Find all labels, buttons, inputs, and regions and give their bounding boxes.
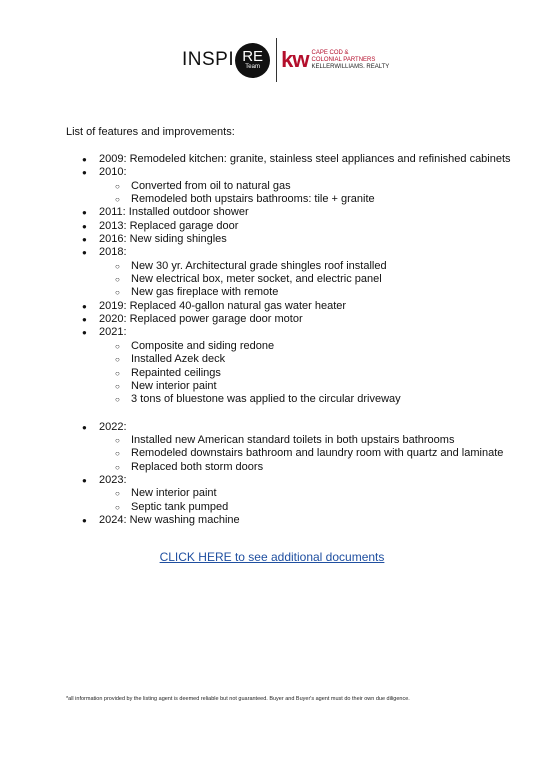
feature-item-text: 2023:: [99, 473, 127, 486]
feature-subitem: ○ New electrical box, meter socket, and electric panel: [66, 273, 511, 286]
feature-item: [66, 233, 511, 246]
additional-documents-link[interactable]: CLICK HERE to see additional documents: [159, 550, 385, 564]
feature-item: [66, 220, 511, 233]
feature-item: [66, 300, 511, 313]
features-list: [66, 153, 511, 527]
kw-line-3a: KELLER: [311, 63, 335, 70]
inspire-logo-badge: [235, 43, 270, 78]
feature-item: [66, 474, 511, 514]
feature-item-text: 2021:: [99, 326, 127, 339]
intro-text: List of features and improvements:: [66, 126, 235, 138]
feature-subitem: ○ New gas fireplace with remote: [66, 286, 511, 299]
feature-item-text: 2018:: [99, 246, 127, 259]
feature-subitem: ○ New 30 yr. Architectural grade shingles roof installed: [66, 260, 511, 273]
feature-item-text: 2010:: [99, 166, 127, 179]
feature-subitem: ○ Remodeled downstairs bathroom and laundry room with quartz and laminate: [66, 447, 511, 460]
feature-item-text: 2009: Remodeled kitchen: granite, stainless steel appliances and refinished cabinets: [99, 153, 511, 165]
feature-item-text: 2011: Installed outdoor shower: [99, 206, 249, 219]
feature-item: [66, 313, 511, 326]
inspire-logo-badge-text: RE: [242, 47, 264, 65]
feature-item-text: 2019: Replaced 40-gallon natural gas water heater: [99, 299, 347, 312]
feature-item: [66, 153, 511, 166]
disclaimer-footer: *all information provided by the listing agent is deemed reliable but not guaranteed. Buyer and Buyer's agent must do their own due diligence.: [66, 696, 410, 702]
feature-item-text: 2020: Replaced power garage door motor: [99, 313, 303, 326]
inspire-logo-team-text: Team: [245, 63, 260, 70]
kw-line-3b: WILLIAMS. REALTY: [334, 63, 390, 70]
list-spacer: [66, 407, 511, 421]
feature-sublist: [99, 340, 511, 407]
feature-item: [66, 166, 511, 206]
feature-subitem: ○ Repainted ceilings: [66, 367, 511, 380]
logo-divider: [276, 38, 277, 82]
kw-line-2: COLONIAL PARTNERS: [311, 56, 376, 63]
feature-item: [66, 206, 511, 219]
header-logos: [182, 38, 389, 82]
feature-sublist: [99, 260, 511, 300]
feature-item: [66, 421, 511, 474]
feature-subitem: ○ 3 tons of bluestone was applied to the circular driveway: [66, 393, 511, 406]
inspire-logo-word: INSPI: [182, 49, 235, 70]
inspire-team-logo: [182, 43, 270, 78]
feature-sublist: [99, 434, 511, 474]
feature-item: [66, 326, 511, 406]
kw-line-1: CAPE COD &: [311, 49, 349, 56]
feature-item: [66, 514, 511, 527]
kw-mark: kw: [281, 47, 309, 72]
feature-subitem: ○ Installed Azek deck: [66, 353, 511, 366]
feature-subitem: ○ New interior paint: [66, 380, 511, 393]
feature-item-text: 2022:: [99, 420, 127, 433]
feature-item-text: 2013: Replaced garage door: [99, 219, 239, 232]
feature-subitem: ○ New interior paint: [66, 487, 511, 500]
feature-subitem: ○ Installed new American standard toilets in both upstairs bathrooms: [66, 434, 511, 447]
feature-item-text: 2016: New siding shingles: [99, 233, 227, 246]
kw-text: [311, 50, 389, 71]
feature-subitem: ○ Composite and siding redone: [66, 340, 511, 353]
feature-subitem: ○ Converted from oil to natural gas: [66, 180, 511, 193]
keller-williams-logo: [281, 49, 389, 71]
feature-subitem: ○ Septic tank pumped: [66, 501, 511, 514]
feature-sublist: [99, 180, 511, 207]
feature-item-text: 2024: New washing machine: [99, 513, 240, 526]
feature-subitem: ○ Remodeled both upstairs bathrooms: tile + granite: [66, 193, 511, 206]
feature-item: [66, 246, 511, 299]
feature-subitem: ○ Replaced both storm doors: [66, 461, 511, 474]
feature-sublist: [99, 487, 511, 514]
